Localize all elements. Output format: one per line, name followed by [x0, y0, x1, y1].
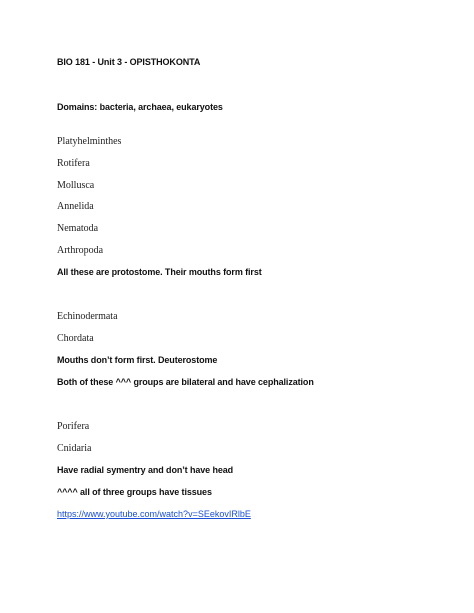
- phylum-item: Chordata: [57, 333, 94, 344]
- bilateral-note: Both of these ^^^ groups are bilateral and have cephalization: [57, 377, 314, 387]
- phylum-item: Platyhelminthes: [57, 136, 122, 147]
- phylum-item: Porifera: [57, 421, 90, 432]
- radial-note: Have radial symentry and don’t have head: [57, 465, 234, 475]
- tissues-note: ^^^^ all of three groups have tissues: [57, 487, 212, 497]
- deuterostome-note: Mouths don’t form first. Deuterostome: [57, 355, 218, 365]
- document-title: BIO 181 - Unit 3 - OPISTHOKONTA: [57, 57, 201, 67]
- phylum-item: Arthropoda: [57, 245, 104, 256]
- phylum-item: Rotifera: [57, 158, 90, 169]
- phylum-item: Annelida: [57, 201, 94, 212]
- phylum-item: Cnidaria: [57, 443, 92, 454]
- phylum-item: Echinodermata: [57, 311, 118, 322]
- phylum-item: Nematoda: [57, 223, 99, 234]
- youtube-link[interactable]: https://www.youtube.com/watch?v=SEekovIRlbE: [57, 509, 251, 519]
- domains-line: Domains: bacteria, archaea, eukaryotes: [57, 102, 223, 112]
- protostome-note: All these are protostome. Their mouths form first: [57, 267, 262, 277]
- phylum-item: Mollusca: [57, 180, 95, 191]
